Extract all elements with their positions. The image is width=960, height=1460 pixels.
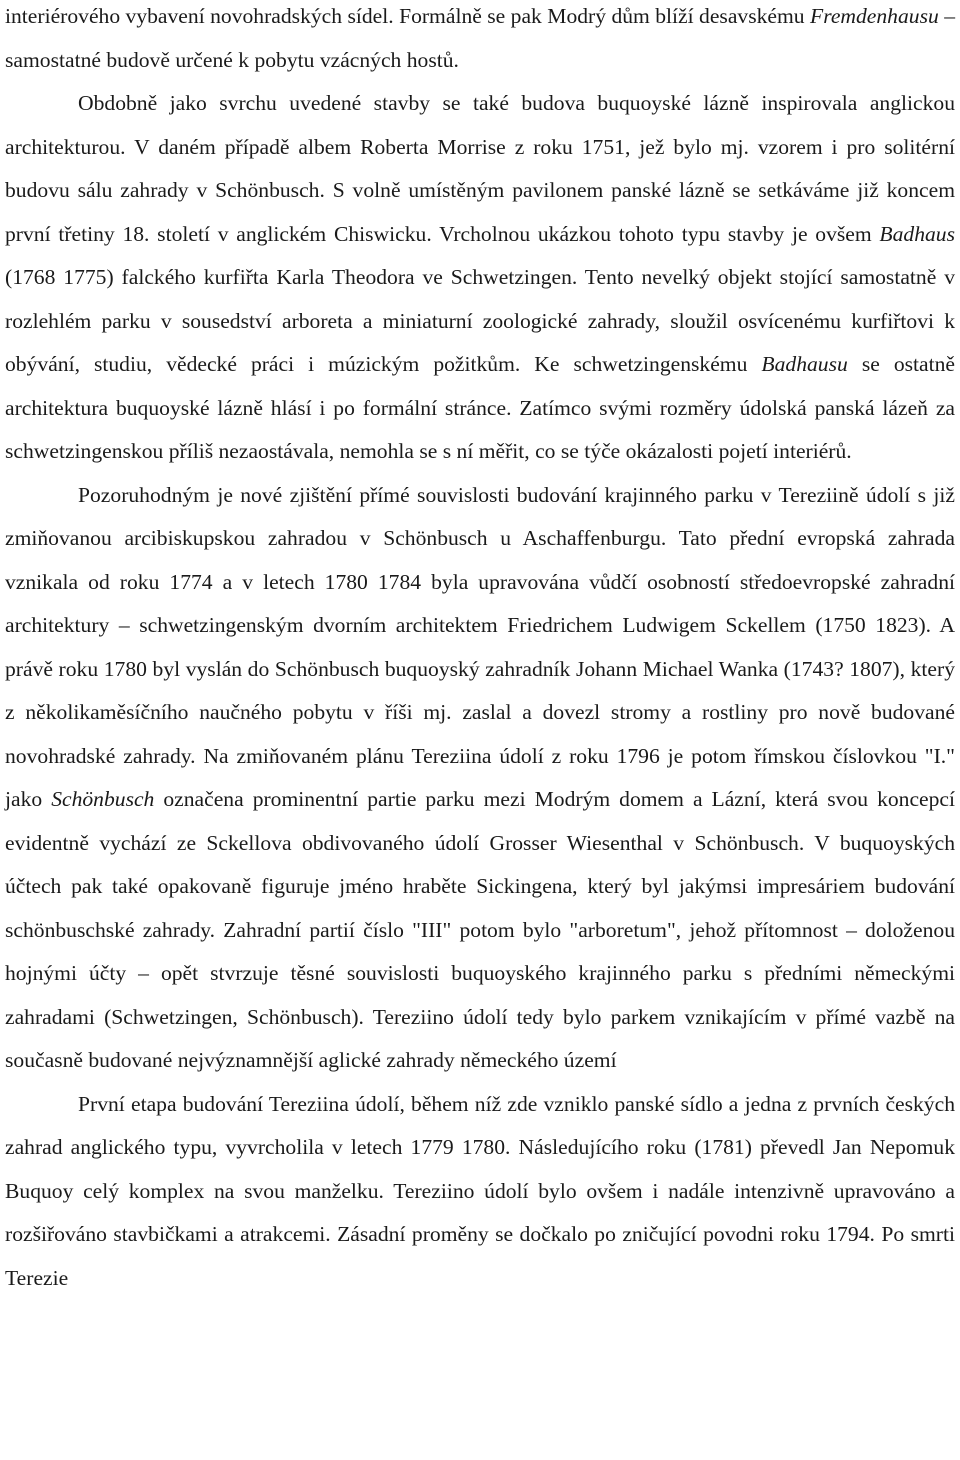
- italic-term: Badhausu: [761, 352, 848, 376]
- paragraph-2: [5, 82, 955, 474]
- text-run: interiérového vybavení novohradských sídel. Formálně se pak Modrý dům blíží desavskému: [5, 4, 811, 28]
- text-run: První etapa budování Tereziina údolí, během níž zde vzniklo panské sídlo a jedna z prvních českých zahrad anglického typu, vyvrcholila v letech 1779 1780. Následujícího roku (1781) převedl Jan Nepomuk Buquoy celý komplex na svou manželku. Tereziino údolí bylo ovšem i nadále intenzivně upravováno a rozšiřováno stavbičkami a atrakcemi. Zásadní proměny se dočkalo po zničující povodni roku 1794. Po smrti Terezie: [5, 1091, 955, 1290]
- text-run: (1768 1775) falckého kurfiřta Karla Theodora ve Schwetzingen. Tento nevelký objekt stojící samostatně v rozlehlém parku v sousedství arboreta a miniaturní zoologické zahrady, sloužil osvícenému kurfiřtovi k obývání, studiu, vědecké práci i múzickým požitkům. Ke schwetzingenskému: [5, 265, 955, 376]
- italic-term: Schönbusch: [51, 787, 155, 811]
- paragraph-3: [5, 474, 955, 1083]
- text-run: Obdobně jako svrchu uvedené stavby se také budova buquoyské lázně inspirovala anglickou architekturou. V daném případě albem Roberta Morrise z roku 1751, jež bylo mj. vzorem i pro solitérní budovu sálu zahrady v Schönbusch. S volně umístěným pavilonem panské lázně se setkáváme již koncem první třetiny 18. století v anglickém Chiswicku. Vrcholnou ukázkou tohoto typu stavby je ovšem: [5, 91, 955, 246]
- paragraph-1: [5, 0, 955, 82]
- text-run: – samostatné budově určené k pobytu vzácných hostů.: [5, 4, 955, 72]
- italic-term: Fremdenhausu: [810, 4, 939, 28]
- text-run: se ostatně architektura buquoyské lázně hlásí i po formální stránce. Zatímco svými rozměry údolská panská lázeň za schwetzingenskou příliš nezaostávala, nemohla se s ní měřit, co se týče okázalosti pojetí interiérů.: [5, 352, 955, 463]
- italic-term: Badhaus: [879, 221, 955, 246]
- paragraph-4: [5, 1083, 955, 1301]
- text-run: Pozoruhodným je nové zjištění přímé souvislosti budování krajinného parku v Tereziině údolí s již zmiňovanou arcibiskupskou zahradou v Schönbusch u Aschaffenburgu. Tato přední evropská zahrada vznikala od roku 1774 a v letech 1780 1784 byla upravována vůdčí osobností středoevropské zahradní architektury – schwetzingenským dvorním architektem Friedrichem Ludwigem Sckellem (1750 1823). A právě roku 1780 byl vyslán do Schönbusch buquoyský zahradník Johann Michael Wanka (1743? 1807), který z několikaměsíčního naučného pobytu v říši mj. zaslal a dovezl stromy a rostliny pro nově budované novohradské zahrady. Na zmiňovaném plánu Tereziina údolí z roku 1796 je potom římskou číslovkou "I." jako: [5, 482, 955, 811]
- document-page: [5, 0, 955, 1300]
- text-run: označena prominentní partie parku mezi Modrým domem a Lázní, která svou koncepcí evidentně vychází ze Sckellova obdivovaného údolí Grosser Wiesenthal v Schönbusch. V buquoyských účtech pak také opakovaně figuruje jméno hraběte Sickingena, který byl jakýmsi impresáriem budování schönbuschské zahrady. Zahradní partií číslo "III" potom bylo "arboretum", jehož přítomnost – doloženou hojnými účty – opět stvrzuje těsné souvislosti buquoyského krajinného parku s předními německými zahradami (Schwetzingen, Schönbusch). Tereziino údolí tedy bylo parkem vznikajícím v přímé vazbě na současně budované nejvýznamnější aglické zahrady německého území: [5, 787, 956, 1072]
